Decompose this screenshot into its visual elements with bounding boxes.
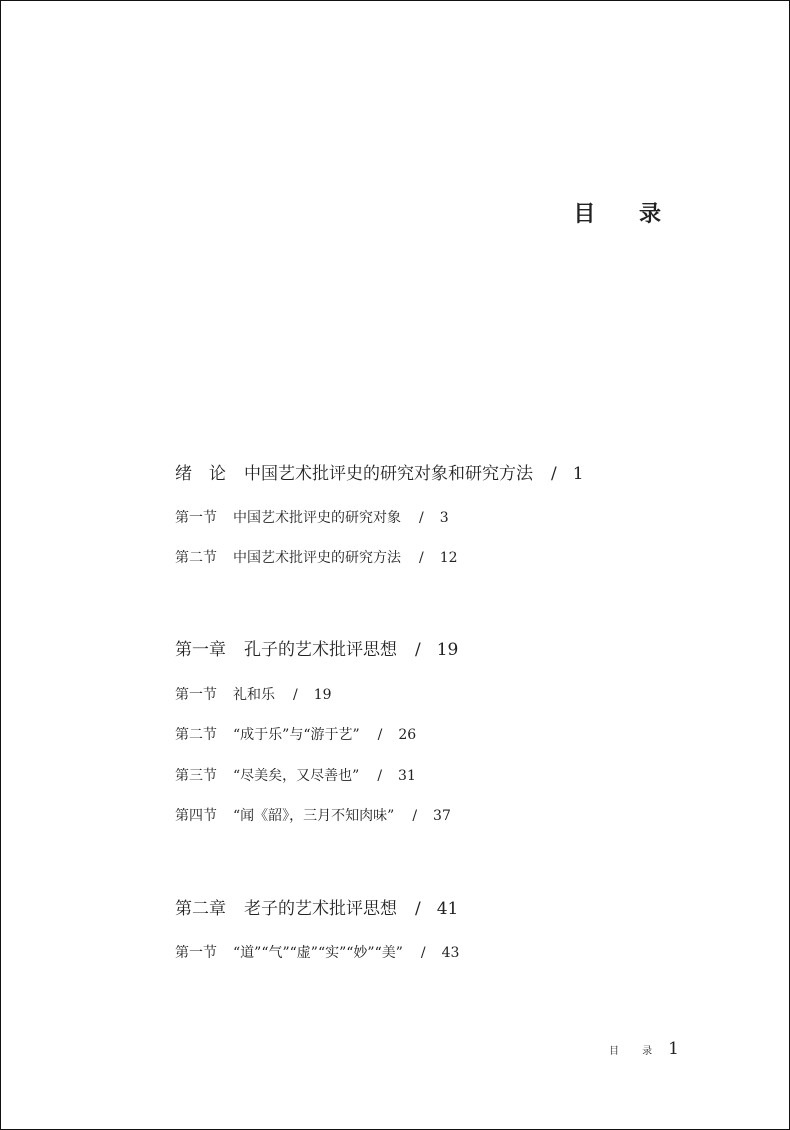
entry-number: 第二节 bbox=[175, 550, 217, 566]
entry-separator: / bbox=[293, 687, 298, 703]
entry-page: 43 bbox=[441, 945, 460, 961]
entry-number: 第一节 bbox=[175, 687, 217, 703]
entry-title: 礼和乐 bbox=[233, 687, 275, 703]
entry-title: “成于乐”与“游于艺” bbox=[233, 727, 360, 743]
entry-title: 中国艺术批评史的研究对象 bbox=[233, 510, 401, 526]
entry-separator: / bbox=[377, 727, 383, 743]
entry-number: 第二章 bbox=[175, 899, 226, 919]
toc-entry-section[interactable] bbox=[175, 507, 449, 527]
toc-entry-section[interactable] bbox=[175, 942, 459, 962]
entry-title: 孔子的艺术批评思想 bbox=[244, 640, 397, 660]
entry-page: 41 bbox=[436, 899, 459, 919]
entry-number: 第一节 bbox=[175, 945, 217, 961]
toc-entry-section[interactable] bbox=[175, 547, 458, 567]
toc-entry-section[interactable] bbox=[175, 805, 451, 825]
entry-title: 老子的艺术批评思想 bbox=[244, 899, 397, 919]
entry-title: “尽美矣，又尽善也” bbox=[233, 768, 360, 784]
entry-page: 3 bbox=[439, 510, 449, 526]
toc-entry-chapter[interactable] bbox=[175, 459, 584, 484]
entry-page: 19 bbox=[436, 640, 459, 660]
entry-page: 31 bbox=[398, 768, 416, 784]
entry-separator: / bbox=[419, 510, 424, 526]
entry-separator: / bbox=[412, 808, 418, 824]
entry-separator: / bbox=[377, 768, 383, 784]
toc-title: 目 录 bbox=[573, 201, 679, 227]
page-footer bbox=[609, 1039, 679, 1059]
entry-separator: / bbox=[415, 899, 421, 919]
toc-entry-chapter[interactable] bbox=[175, 894, 458, 919]
toc-entry-section[interactable] bbox=[175, 765, 416, 785]
toc-entry-section[interactable] bbox=[175, 724, 416, 744]
entry-title: “闻《韶》，三月不知肉味” bbox=[233, 808, 395, 824]
entry-separator: / bbox=[420, 945, 426, 961]
entry-number: 第一节 bbox=[175, 510, 217, 526]
entry-page: 26 bbox=[398, 727, 417, 743]
toc-entry-section[interactable] bbox=[175, 684, 332, 704]
entry-page: 19 bbox=[313, 687, 332, 703]
entry-number: 第一章 bbox=[175, 640, 226, 660]
entry-separator: / bbox=[551, 464, 557, 484]
entry-title: “道”“气”“虚”“实”“妙”“美” bbox=[233, 945, 403, 961]
entry-number: 绪 论 bbox=[175, 464, 226, 484]
entry-separator: / bbox=[419, 550, 424, 566]
entry-title: 中国艺术批评史的研究方法 bbox=[233, 550, 401, 566]
entry-page: 1 bbox=[572, 464, 584, 484]
entry-page: 12 bbox=[439, 550, 458, 566]
entry-number: 第三节 bbox=[175, 768, 217, 784]
entry-number: 第二节 bbox=[175, 727, 217, 743]
entry-number: 第四节 bbox=[175, 808, 217, 824]
running-header-label: 目 录 bbox=[608, 1046, 663, 1057]
toc-entry-chapter[interactable] bbox=[175, 635, 458, 660]
entry-page: 37 bbox=[433, 808, 451, 824]
page-number: 1 bbox=[668, 1039, 679, 1059]
entry-separator: / bbox=[415, 640, 421, 660]
entry-title: 中国艺术批评史的研究对象和研究方法 bbox=[244, 464, 533, 484]
